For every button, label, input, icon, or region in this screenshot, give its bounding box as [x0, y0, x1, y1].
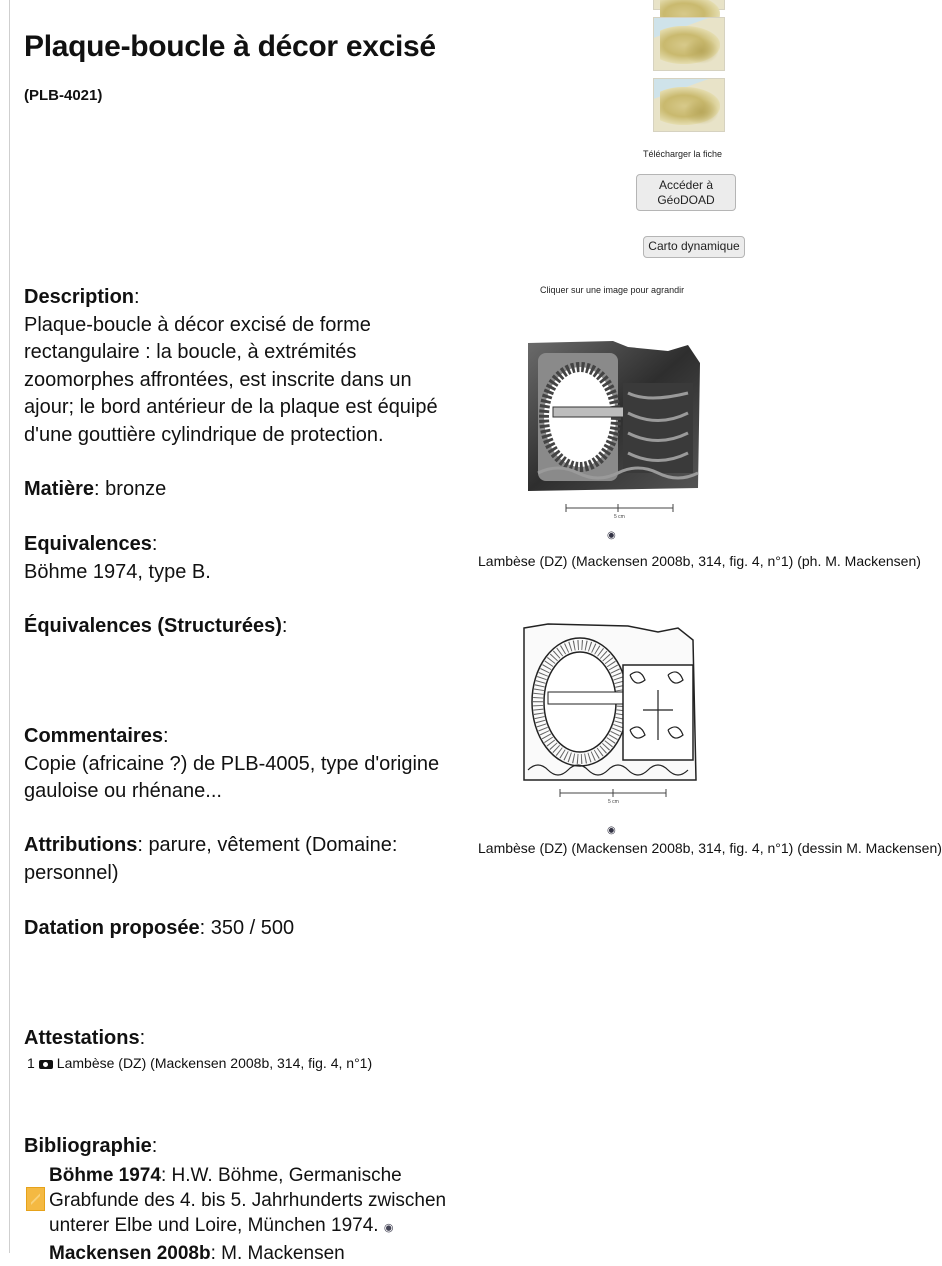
attestations-section: Attestations:: [24, 1027, 146, 1049]
attestation-text[interactable]: Lambèse (DZ) (Mackensen 2008b, 314, fig. 4, n°1): [56, 1055, 373, 1071]
bibliography-flag-icon[interactable]: [26, 1187, 45, 1211]
attestation-item[interactable]: [27, 1055, 372, 1071]
bibliography-item: Böhme 1974: H.W. Böhme, Germanische Grabfunde des 4. bis 5. Jahrhunderts zwischen unterer Elbe und Loire, München 1974. ◉: [49, 1165, 447, 1236]
bibliography-list: [49, 1163, 469, 1266]
map-thumbnail[interactable]: [653, 78, 725, 132]
scale-label: 5 cm: [614, 514, 625, 520]
bibliography-item: Mackensen 2008b: M. Mackensen: [49, 1243, 345, 1264]
object-drawing[interactable]: [518, 620, 708, 810]
bibliographie-label: Bibliographie: [24, 1135, 152, 1157]
attributions-label: Attributions: [24, 834, 138, 856]
left-border: [9, 0, 10, 1253]
magnifier-icon[interactable]: ◉: [607, 825, 616, 836]
matiere-label: Matière: [24, 478, 95, 500]
commentaires-label: Commentaires: [24, 725, 163, 747]
image-caption: Lambèse (DZ) (Mackensen 2008b, 314, fig. 4, n°1) (ph. M. Mackensen): [478, 553, 921, 569]
description-text: Plaque-boucle à décor excisé de forme rectangulaire : la boucle, à extrémités zoomorphes affrontées, est inscrite dans un ajour; le bord antérieur de la plaque est équipé d'une gouttière cylindrique de protection.: [24, 313, 438, 446]
map-thumbnail[interactable]: [653, 0, 725, 10]
datation-section: Datation proposée: 350 / 500: [24, 917, 295, 939]
attributions-value: parure, vêtement (Domaine: personnel): [24, 834, 398, 884]
description-label: Description: [24, 286, 135, 308]
camera-icon[interactable]: [39, 1060, 53, 1069]
geodoad-button[interactable]: Accéder à GéoDOAD: [636, 174, 736, 211]
attestation-count: 1: [27, 1055, 35, 1071]
object-photo[interactable]: [518, 333, 708, 523]
bibliography-text: M. Mackensen: [221, 1243, 345, 1264]
bibliographie-section: Bibliographie:: [24, 1135, 158, 1157]
download-sheet-link[interactable]: Télécharger la fiche: [643, 149, 723, 159]
commentaires-value: Copie (africaine ?) de PLB-4005, type d'origine gauloise ou rhénane...: [24, 752, 440, 802]
datation-label: Datation proposée: [24, 917, 200, 939]
datation-value: 350 / 500: [210, 917, 295, 939]
matiere-section: Matière: bronze: [24, 478, 167, 500]
bibliography-key: Böhme 1974: [49, 1165, 161, 1186]
equivalences-value: Böhme 1974, type B.: [24, 560, 211, 583]
object-code: (PLB-4021): [24, 87, 103, 104]
attributions-section: Attributions: parure, vêtement (Domaine: personnel): [24, 834, 398, 884]
click-to-enlarge-note: Cliquer sur une image pour agrandir: [540, 285, 685, 295]
page-title: Plaque-boucle à décor excisé: [24, 30, 436, 63]
bibliography-text: H.W. Böhme, Germanische Grabfunde des 4. bis 5. Jahrhunderts zwischen unterer Elbe und Loire, München 1974.: [49, 1165, 447, 1236]
matiere-value: bronze: [105, 478, 167, 500]
bibliography-key: Mackensen 2008b: [49, 1243, 211, 1264]
description-section: Description: Plaque-boucle à décor excisé de forme rectangulaire : la boucle, à extrémités zoomorphes affrontées, est inscrite dans un ajour; le bord antérieur de la plaque est équipé d'une gouttière cylindrique de protection.: [24, 286, 438, 446]
commentaires-section: Commentaires: Copie (africaine ?) de PLB-4005, type d'origine gauloise ou rhénane...: [24, 725, 440, 802]
magnifier-icon[interactable]: ◉: [607, 530, 616, 541]
equivalences-structurees-section: Équivalences (Structurées):: [24, 615, 288, 637]
scale-label: 5 cm: [608, 799, 619, 805]
magnifier-icon[interactable]: ◉: [383, 1222, 394, 1234]
equivalences-label: Equivalences: [24, 533, 152, 555]
carto-dynamique-button[interactable]: Carto dynamique: [643, 236, 745, 258]
map-thumbnail[interactable]: [653, 17, 725, 71]
attestations-label: Attestations: [24, 1027, 140, 1049]
image-caption: Lambèse (DZ) (Mackensen 2008b, 314, fig. 4, n°1) (dessin M. Mackensen): [478, 840, 942, 856]
equivalences-section: Equivalences: Böhme 1974, type B.: [24, 533, 211, 583]
equivalences-structurees-label: Équivalences (Structurées): [24, 615, 282, 637]
